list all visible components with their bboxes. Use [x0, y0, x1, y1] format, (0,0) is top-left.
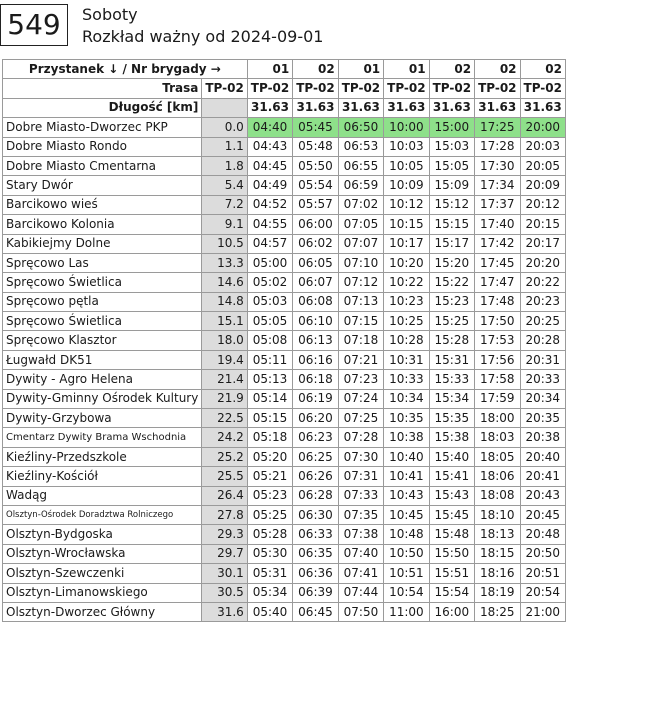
departure-time: 07:02 [338, 195, 383, 214]
departure-time: 05:34 [247, 583, 292, 602]
stop-km: 13.3 [202, 253, 247, 272]
departure-time: 07:50 [338, 602, 383, 621]
departure-time: 06:26 [293, 467, 338, 486]
brigade-number: 01 [338, 60, 383, 79]
departure-time: 18:19 [475, 583, 520, 602]
departure-time: 15:34 [429, 389, 474, 408]
route-code: TP-02 [520, 79, 565, 98]
departure-time: 05:30 [247, 544, 292, 563]
departure-time: 05:40 [247, 602, 292, 621]
stop-km: 15.1 [202, 312, 247, 331]
stop-name: Olsztyn-Dworzec Główny [3, 602, 202, 621]
departure-time: 10:03 [384, 137, 429, 156]
departure-time: 05:57 [293, 195, 338, 214]
departure-time: 15:41 [429, 467, 474, 486]
departure-time: 18:16 [475, 564, 520, 583]
stop-name: Stary Dwór [3, 176, 202, 195]
departure-time: 10:23 [384, 292, 429, 311]
departure-time: 05:02 [247, 273, 292, 292]
route-length: 31.63 [247, 98, 292, 117]
departure-time: 18:03 [475, 428, 520, 447]
departure-time: 05:15 [247, 409, 292, 428]
departure-time: 07:38 [338, 525, 383, 544]
departure-time: 05:28 [247, 525, 292, 544]
stop-row [3, 447, 566, 466]
departure-time: 06:28 [293, 486, 338, 505]
departure-time: 07:40 [338, 544, 383, 563]
stop-name: Spręcowo Las [3, 253, 202, 272]
departure-time: 10:17 [384, 234, 429, 253]
departure-time: 20:50 [520, 544, 565, 563]
brigade-row [3, 60, 566, 79]
departure-time: 15:40 [429, 447, 474, 466]
route-code: TP-02 [293, 79, 338, 98]
departure-time: 07:15 [338, 312, 383, 331]
departure-time: 07:35 [338, 505, 383, 524]
stop-km: 25.5 [202, 467, 247, 486]
departure-time: 10:09 [384, 176, 429, 195]
departure-time: 15:48 [429, 525, 474, 544]
departure-time: 10:51 [384, 564, 429, 583]
stop-km: 9.1 [202, 215, 247, 234]
departure-time: 05:54 [293, 176, 338, 195]
departure-time: 10:25 [384, 312, 429, 331]
route-length: 31.63 [293, 98, 338, 117]
departure-time: 05:00 [247, 253, 292, 272]
departure-time: 06:55 [338, 156, 383, 175]
departure-time: 07:21 [338, 350, 383, 369]
departure-time: 20:17 [520, 234, 565, 253]
departure-time: 07:44 [338, 583, 383, 602]
departure-time: 15:15 [429, 215, 474, 234]
departure-time: 04:45 [247, 156, 292, 175]
stop-row [3, 467, 566, 486]
departure-time: 06:53 [338, 137, 383, 156]
departure-time: 04:49 [247, 176, 292, 195]
departure-time: 20:09 [520, 176, 565, 195]
departure-time: 06:05 [293, 253, 338, 272]
departure-time: 20:23 [520, 292, 565, 311]
departure-time: 17:37 [475, 195, 520, 214]
stop-name: Kieźliny-Przedszkole [3, 447, 202, 466]
route-km-code: TP-02 [202, 79, 247, 98]
stop-name: Barcikowo wieś [3, 195, 202, 214]
stop-row [3, 137, 566, 156]
departure-time: 05:05 [247, 312, 292, 331]
stop-km: 31.6 [202, 602, 247, 621]
departure-time: 10:00 [384, 118, 429, 137]
departure-time: 10:43 [384, 486, 429, 505]
departure-time: 10:50 [384, 544, 429, 563]
departure-time: 07:13 [338, 292, 383, 311]
stop-name: Olsztyn-Bydgoska [3, 525, 202, 544]
stop-name: Spręcowo Świetlica [3, 273, 202, 292]
departure-time: 15:03 [429, 137, 474, 156]
stop-name: Wadąg [3, 486, 202, 505]
stop-name: Dobre Miasto Cmentarna [3, 156, 202, 175]
departure-time: 20:48 [520, 525, 565, 544]
departure-time: 05:13 [247, 370, 292, 389]
stop-name: Dywity-Gminny Ośrodek Kultury [3, 389, 202, 408]
departure-time: 07:12 [338, 273, 383, 292]
stop-row [3, 505, 566, 524]
departure-time: 17:42 [475, 234, 520, 253]
stop-row [3, 389, 566, 408]
stop-row [3, 234, 566, 253]
stop-row [3, 253, 566, 272]
departure-time: 20:00 [520, 118, 565, 137]
departure-time: 06:35 [293, 544, 338, 563]
departure-time: 04:40 [247, 118, 292, 137]
departure-time: 05:18 [247, 428, 292, 447]
stop-km: 7.2 [202, 195, 247, 214]
departure-time: 05:23 [247, 486, 292, 505]
departure-time: 10:54 [384, 583, 429, 602]
departure-time: 15:54 [429, 583, 474, 602]
departure-time: 10:12 [384, 195, 429, 214]
departure-time: 18:06 [475, 467, 520, 486]
length-label: Długość [km] [3, 98, 202, 117]
departure-time: 20:35 [520, 409, 565, 428]
departure-time: 06:07 [293, 273, 338, 292]
departure-time: 17:53 [475, 331, 520, 350]
departure-time: 20:20 [520, 253, 565, 272]
stop-km: 26.4 [202, 486, 247, 505]
departure-time: 06:30 [293, 505, 338, 524]
stop-row [3, 312, 566, 331]
departure-time: 10:31 [384, 350, 429, 369]
departure-time: 20:45 [520, 505, 565, 524]
stop-row [3, 273, 566, 292]
stop-name: Spręcowo Świetlica [3, 312, 202, 331]
departure-time: 06:00 [293, 215, 338, 234]
stop-name: Dywity - Agro Helena [3, 370, 202, 389]
departure-time: 06:10 [293, 312, 338, 331]
stop-row [3, 370, 566, 389]
route-label: Trasa [3, 79, 202, 98]
length-row [3, 98, 566, 117]
departure-time: 17:50 [475, 312, 520, 331]
stop-name: Ługwałd DK51 [3, 350, 202, 369]
departure-time: 15:51 [429, 564, 474, 583]
schedule-day: Soboty [82, 5, 138, 24]
route-code: TP-02 [475, 79, 520, 98]
departure-time: 10:05 [384, 156, 429, 175]
departure-time: 15:23 [429, 292, 474, 311]
departure-time: 20:34 [520, 389, 565, 408]
stop-row [3, 156, 566, 175]
departure-time: 15:09 [429, 176, 474, 195]
stop-km: 22.5 [202, 409, 247, 428]
departure-time: 15:12 [429, 195, 474, 214]
brigade-number: 02 [293, 60, 338, 79]
departure-time: 05:25 [247, 505, 292, 524]
departure-time: 18:05 [475, 447, 520, 466]
stop-name: Dywity-Grzybowa [3, 409, 202, 428]
stop-km: 1.8 [202, 156, 247, 175]
departure-time: 05:45 [293, 118, 338, 137]
route-length: 31.63 [429, 98, 474, 117]
stop-row [3, 428, 566, 447]
stop-name: Olsztyn-Wrocławska [3, 544, 202, 563]
stop-km: 27.8 [202, 505, 247, 524]
departure-time: 06:36 [293, 564, 338, 583]
stop-km: 5.4 [202, 176, 247, 195]
departure-time: 10:20 [384, 253, 429, 272]
departure-time: 15:31 [429, 350, 474, 369]
route-code: TP-02 [429, 79, 474, 98]
departure-time: 15:45 [429, 505, 474, 524]
departure-time: 18:15 [475, 544, 520, 563]
stop-km: 14.8 [202, 292, 247, 311]
departure-time: 17:48 [475, 292, 520, 311]
departure-time: 15:33 [429, 370, 474, 389]
route-code: TP-02 [338, 79, 383, 98]
brigade-label: Przystanek ↓ / Nr brygady → [3, 60, 248, 79]
brigade-number: 01 [384, 60, 429, 79]
departure-time: 15:22 [429, 273, 474, 292]
stop-row [3, 331, 566, 350]
departure-time: 10:38 [384, 428, 429, 447]
departure-time: 06:39 [293, 583, 338, 602]
stop-km: 1.1 [202, 137, 247, 156]
departure-time: 20:15 [520, 215, 565, 234]
departure-time: 15:20 [429, 253, 474, 272]
stop-row [3, 176, 566, 195]
departure-time: 15:17 [429, 234, 474, 253]
departure-time: 20:41 [520, 467, 565, 486]
departure-time: 07:41 [338, 564, 383, 583]
departure-time: 07:07 [338, 234, 383, 253]
route-length: 31.63 [475, 98, 520, 117]
departure-time: 20:12 [520, 195, 565, 214]
departure-time: 06:13 [293, 331, 338, 350]
departure-time: 10:22 [384, 273, 429, 292]
departure-time: 06:59 [338, 176, 383, 195]
route-length: 31.63 [520, 98, 565, 117]
departure-time: 07:30 [338, 447, 383, 466]
departure-time: 07:05 [338, 215, 383, 234]
stop-name: Olsztyn-Ośrodek Doradztwa Rolniczego [3, 505, 202, 524]
route-code: TP-02 [384, 79, 429, 98]
route-length: 31.63 [338, 98, 383, 117]
departure-time: 10:48 [384, 525, 429, 544]
departure-time: 17:56 [475, 350, 520, 369]
departure-time: 17:34 [475, 176, 520, 195]
departure-time: 20:31 [520, 350, 565, 369]
departure-time: 20:05 [520, 156, 565, 175]
stop-name: Dobre Miasto Rondo [3, 137, 202, 156]
length-blank [202, 98, 247, 117]
departure-time: 18:08 [475, 486, 520, 505]
departure-time: 18:10 [475, 505, 520, 524]
stop-row [3, 195, 566, 214]
stop-km: 25.2 [202, 447, 247, 466]
departure-time: 05:20 [247, 447, 292, 466]
departure-time: 20:40 [520, 447, 565, 466]
stop-km: 29.7 [202, 544, 247, 563]
departure-time: 10:41 [384, 467, 429, 486]
departure-time: 04:52 [247, 195, 292, 214]
departure-time: 17:47 [475, 273, 520, 292]
departure-time: 06:08 [293, 292, 338, 311]
departure-time: 06:19 [293, 389, 338, 408]
departure-time: 10:15 [384, 215, 429, 234]
departure-time: 06:23 [293, 428, 338, 447]
stop-name: Spręcowo Klasztor [3, 331, 202, 350]
stop-name: Cmentarz Dywity Brama Wschodnia [3, 428, 202, 447]
stop-name: Dobre Miasto-Dworzec PKP [3, 118, 202, 137]
departure-time: 06:18 [293, 370, 338, 389]
departure-time: 11:00 [384, 602, 429, 621]
departure-time: 10:33 [384, 370, 429, 389]
departure-time: 07:28 [338, 428, 383, 447]
departure-time: 06:25 [293, 447, 338, 466]
departure-time: 04:43 [247, 137, 292, 156]
route-row [3, 79, 566, 98]
route-length: 31.63 [384, 98, 429, 117]
stop-km: 29.3 [202, 525, 247, 544]
departure-time: 18:13 [475, 525, 520, 544]
departure-time: 10:45 [384, 505, 429, 524]
departure-time: 10:28 [384, 331, 429, 350]
departure-time: 15:50 [429, 544, 474, 563]
departure-time: 15:38 [429, 428, 474, 447]
departure-time: 05:14 [247, 389, 292, 408]
brigade-number: 02 [475, 60, 520, 79]
stop-km: 0.0 [202, 118, 247, 137]
departure-time: 18:00 [475, 409, 520, 428]
departure-time: 06:20 [293, 409, 338, 428]
stop-km: 24.2 [202, 428, 247, 447]
stop-km: 30.1 [202, 564, 247, 583]
stop-row [3, 525, 566, 544]
departure-time: 05:03 [247, 292, 292, 311]
stop-name: Barcikowo Kolonia [3, 215, 202, 234]
departure-time: 10:34 [384, 389, 429, 408]
stop-name: Spręcowo pętla [3, 292, 202, 311]
departure-time: 04:57 [247, 234, 292, 253]
departure-time: 20:54 [520, 583, 565, 602]
departure-time: 07:25 [338, 409, 383, 428]
brigade-number: 01 [247, 60, 292, 79]
departure-time: 10:35 [384, 409, 429, 428]
departure-time: 06:50 [338, 118, 383, 137]
stop-km: 14.6 [202, 273, 247, 292]
stop-name: Kieźliny-Kościół [3, 467, 202, 486]
departure-time: 17:59 [475, 389, 520, 408]
departure-time: 07:10 [338, 253, 383, 272]
departure-time: 06:16 [293, 350, 338, 369]
departure-time: 17:58 [475, 370, 520, 389]
departure-time: 05:48 [293, 137, 338, 156]
stop-km: 19.4 [202, 350, 247, 369]
departure-time: 04:55 [247, 215, 292, 234]
stop-row [3, 292, 566, 311]
departure-time: 18:25 [475, 602, 520, 621]
departure-time: 10:40 [384, 447, 429, 466]
stop-row [3, 350, 566, 369]
departure-time: 07:31 [338, 467, 383, 486]
departure-time: 17:30 [475, 156, 520, 175]
stop-km: 21.4 [202, 370, 247, 389]
departure-time: 07:33 [338, 486, 383, 505]
stop-row [3, 486, 566, 505]
departure-time: 20:25 [520, 312, 565, 331]
stop-row [3, 215, 566, 234]
stop-row [3, 602, 566, 621]
departure-time: 16:00 [429, 602, 474, 621]
departure-time: 15:00 [429, 118, 474, 137]
departure-time: 15:05 [429, 156, 474, 175]
stop-km: 30.5 [202, 583, 247, 602]
stop-name: Olsztyn-Limanowskiego [3, 583, 202, 602]
valid-from: Rozkład ważny od 2024-09-01 [82, 27, 324, 46]
stop-row [3, 118, 566, 137]
departure-time: 15:28 [429, 331, 474, 350]
departure-time: 20:03 [520, 137, 565, 156]
departure-time: 21:00 [520, 602, 565, 621]
departure-time: 15:43 [429, 486, 474, 505]
departure-time: 05:11 [247, 350, 292, 369]
stop-name: Kabikiejmy Dolne [3, 234, 202, 253]
stop-km: 10.5 [202, 234, 247, 253]
line-number: 549 [0, 4, 68, 46]
departure-time: 06:02 [293, 234, 338, 253]
departure-time: 20:28 [520, 331, 565, 350]
departure-time: 15:25 [429, 312, 474, 331]
departure-time: 05:21 [247, 467, 292, 486]
departure-time: 06:45 [293, 602, 338, 621]
departure-time: 17:28 [475, 137, 520, 156]
brigade-number: 02 [429, 60, 474, 79]
stop-row [3, 583, 566, 602]
departure-time: 07:23 [338, 370, 383, 389]
brigade-number: 02 [520, 60, 565, 79]
timetable [2, 59, 566, 622]
departure-time: 15:35 [429, 409, 474, 428]
departure-time: 17:45 [475, 253, 520, 272]
departure-time: 20:43 [520, 486, 565, 505]
departure-time: 20:51 [520, 564, 565, 583]
stop-km: 18.0 [202, 331, 247, 350]
departure-time: 05:50 [293, 156, 338, 175]
departure-time: 17:40 [475, 215, 520, 234]
stop-name: Olsztyn-Szewczenki [3, 564, 202, 583]
departure-time: 07:18 [338, 331, 383, 350]
departure-time: 17:25 [475, 118, 520, 137]
departure-time: 07:24 [338, 389, 383, 408]
departure-time: 20:22 [520, 273, 565, 292]
stop-row [3, 564, 566, 583]
departure-time: 05:31 [247, 564, 292, 583]
stop-km: 21.9 [202, 389, 247, 408]
departure-time: 06:33 [293, 525, 338, 544]
stop-row [3, 409, 566, 428]
departure-time: 20:38 [520, 428, 565, 447]
departure-time: 20:33 [520, 370, 565, 389]
departure-time: 05:08 [247, 331, 292, 350]
route-code: TP-02 [247, 79, 292, 98]
stop-row [3, 544, 566, 563]
